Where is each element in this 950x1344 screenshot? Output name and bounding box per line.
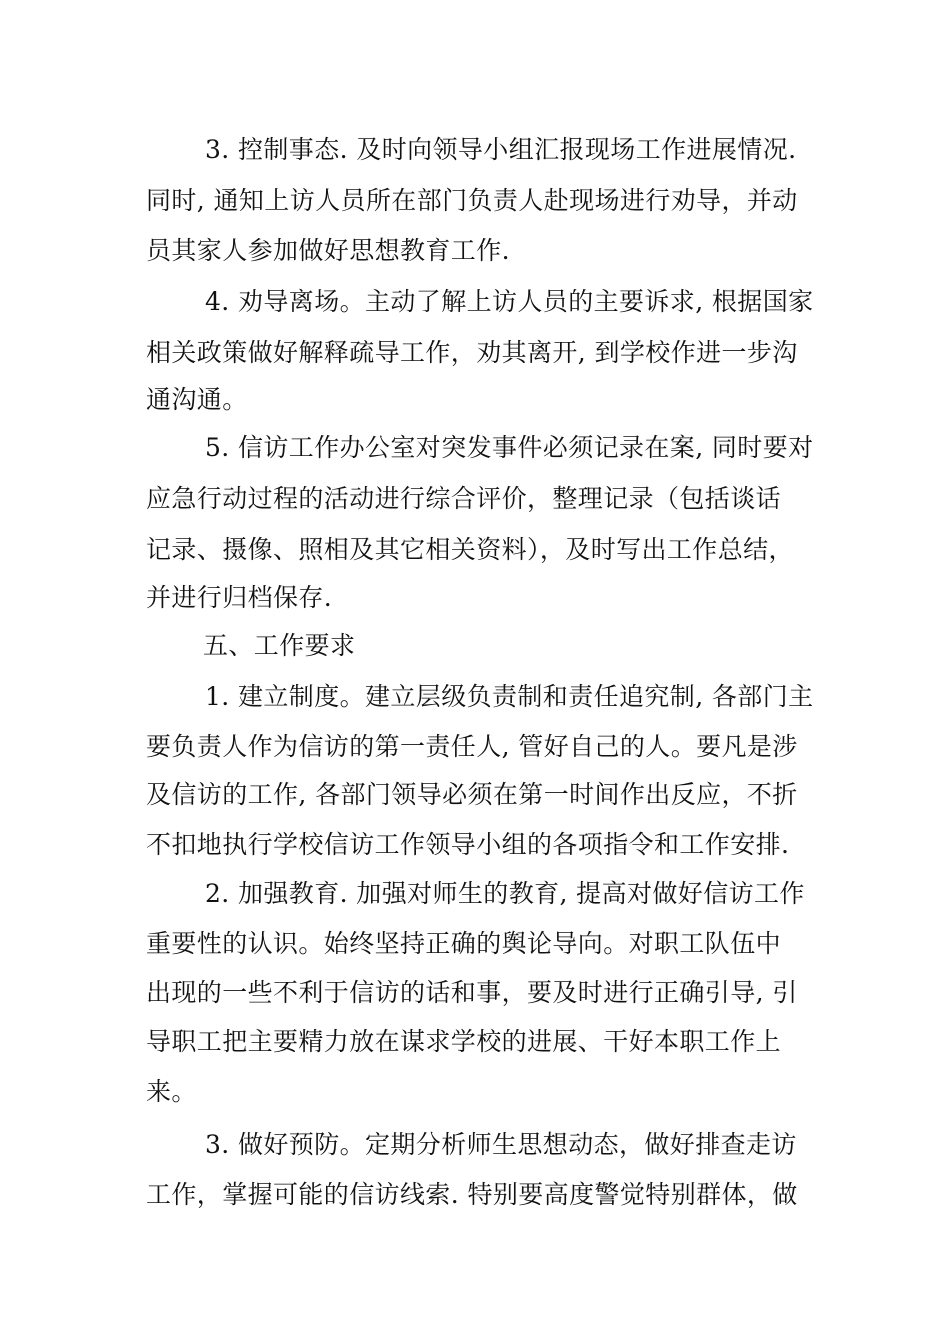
text-line: 同时, 通知上访人员所在部门负责人赴现场进行劝导，并动 bbox=[146, 186, 798, 215]
text-line: 应急行动过程的活动进行综合评价，整理记录（包括谈话 bbox=[146, 484, 782, 513]
text-line: 出现的一些不利于信访的话和事，要及时进行正确引导, 引 bbox=[146, 978, 798, 1007]
text-line: 重要性的认识。始终坚持正确的舆论导向。对职工队伍中 bbox=[146, 929, 782, 958]
text-line: 记录、摄像、照相及其它相关资料），及时写出工作总结， bbox=[146, 535, 794, 564]
text-line: 不扣地执行学校信访工作领导小组的各项指令和工作安排. bbox=[146, 830, 790, 859]
text-line: 1. 建立制度。建立层级负责制和责任追究制, 各部门主 bbox=[205, 682, 814, 711]
text-line: 相关政策做好解释疏导工作，劝其离开, 到学校作进一步沟 bbox=[146, 338, 798, 367]
text-line: 通沟通。 bbox=[146, 385, 248, 414]
section-heading: 五、工作要求 bbox=[203, 631, 356, 660]
text-line: 3. 做好预防。定期分析师生思想动态，做好排查走访 bbox=[205, 1130, 797, 1159]
text-line: 并进行归档保存. bbox=[146, 583, 333, 612]
text-line: 3. 控制事态. 及时向领导小组汇报现场工作进展情况. bbox=[205, 135, 797, 164]
text-line: 2. 加强教育. 加强对师生的教育, 提高对做好信访工作 bbox=[205, 879, 805, 908]
text-line: 4. 劝导离场。主动了解上访人员的主要诉求, 根据国家 bbox=[205, 287, 814, 316]
text-line: 工作，掌握可能的信访线索. 特别要高度警觉特别群体，做 bbox=[146, 1180, 798, 1209]
text-line: 导职工把主要精力放在谋求学校的进展、干好本职工作上 bbox=[146, 1027, 782, 1056]
text-line: 员其家人参加做好思想教育工作. bbox=[146, 236, 510, 265]
text-line: 及信访的工作, 各部门领导必须在第一时间作出反应，不折 bbox=[146, 780, 798, 809]
text-line: 要负责人作为信访的第一责任人, 管好自己的人。要凡是涉 bbox=[146, 732, 798, 761]
text-line: 5. 信访工作办公室对突发事件必须记录在案, 同时要对 bbox=[205, 433, 814, 462]
text-line: 来。 bbox=[146, 1077, 197, 1106]
